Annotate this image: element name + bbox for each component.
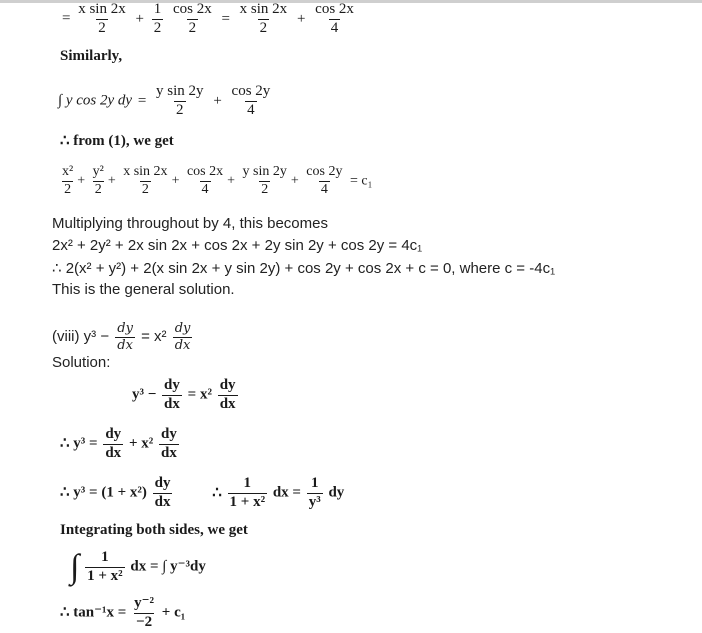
plus-sign: + — [227, 173, 236, 189]
lhs: y³ − — [132, 386, 157, 403]
fraction — [230, 84, 273, 119]
denominator: 2 — [259, 19, 268, 36]
fraction — [185, 165, 225, 197]
middle-term: + x² — [128, 435, 154, 452]
plus-sign: + — [135, 10, 144, 27]
problem-label: (viii) y³ − — [52, 328, 110, 346]
denominator: 2 — [94, 181, 102, 197]
equals-term: = x² — [141, 328, 167, 346]
denominator: 2 — [261, 181, 269, 197]
equation-line-1 — [62, 2, 358, 37]
problem-viii — [52, 322, 194, 352]
denominator: dx — [160, 444, 177, 461]
numerator: cos 2x — [186, 164, 224, 179]
solution-step-4 — [70, 550, 206, 585]
numerator: dy — [105, 426, 122, 442]
numerator: 1 — [243, 475, 252, 491]
numerator: dy — [160, 426, 177, 442]
fraction — [218, 378, 238, 413]
fraction — [238, 2, 290, 37]
fraction — [228, 476, 268, 511]
numerator: cos 2y — [306, 164, 343, 179]
denominator: −2 — [136, 613, 153, 630]
numerator: 1 — [153, 1, 162, 17]
numerator: cos 2y — [231, 83, 271, 99]
solution-step-2 — [60, 427, 181, 462]
numerator: dy — [117, 321, 133, 336]
end-term: + c₁ — [161, 604, 186, 621]
fraction — [173, 322, 193, 352]
plus-sign: + — [213, 92, 222, 109]
denominator: 4 — [320, 181, 328, 197]
fraction — [307, 476, 323, 511]
fraction — [313, 2, 356, 37]
denominator: 2 — [98, 19, 106, 36]
numerator: y² — [92, 164, 104, 179]
fraction — [91, 165, 106, 197]
plus-sign: + — [296, 10, 306, 27]
equation-sum — [58, 165, 372, 197]
fraction — [103, 427, 123, 462]
lhs: ∴ y³ = — [60, 435, 98, 452]
fraction — [159, 427, 179, 462]
fraction — [304, 165, 344, 197]
equals-sign: = — [221, 10, 230, 27]
middle-term: dx = — [272, 484, 301, 501]
simplified-equation: ∴ 2(x² + y²) + 2(x sin 2x + y sin 2y) + cos 2y + cos 2x + c = 0, where c = -4c₁ — [52, 260, 556, 277]
denominator: 2 — [64, 181, 72, 197]
denominator: 2 — [188, 19, 197, 36]
therefore-symbol: ∴ — [212, 484, 222, 501]
numerator: dy — [174, 321, 191, 336]
equation-y-integral — [58, 84, 274, 119]
denominator: 2 — [153, 19, 162, 36]
denominator: dx — [105, 444, 122, 461]
denominator: 4 — [201, 181, 209, 197]
similarly-text: Similarly, — [60, 48, 123, 64]
fraction — [60, 165, 75, 197]
denominator: 4 — [330, 19, 339, 36]
solution-label: Solution: — [52, 354, 111, 371]
fraction — [152, 2, 164, 37]
fraction — [115, 322, 135, 352]
integrating-text: Integrating both sides, we get — [60, 522, 248, 538]
denominator: dx — [117, 337, 133, 353]
end-term: dy — [328, 484, 345, 501]
numerator: 1 — [101, 549, 109, 565]
general-solution-text: This is the general solution. — [52, 281, 235, 298]
integrand: y cos 2y dy — [65, 92, 133, 109]
therefore-from-text: ∴ from (1), we get — [60, 133, 174, 149]
plus-sign: + — [171, 173, 180, 189]
denominator: 2 — [176, 101, 184, 118]
fraction — [132, 596, 156, 631]
numerator: x sin 2x — [123, 164, 168, 179]
equals-sign: = — [62, 10, 71, 27]
fraction — [153, 476, 173, 511]
fraction — [121, 165, 169, 197]
multiplying-text: Multiplying throughout by 4, this becomes — [52, 215, 328, 232]
denominator: dx — [174, 337, 191, 353]
fraction — [171, 2, 214, 37]
numerator: cos 2x — [172, 1, 212, 17]
numerator: dy — [164, 377, 180, 393]
numerator: y sin 2y — [242, 164, 287, 179]
equals-constant: = c₁ — [349, 173, 373, 189]
middle-term: = x² — [187, 386, 212, 403]
denominator: dx — [164, 395, 180, 412]
denominator: 1 + x² — [229, 493, 266, 510]
numerator: cos 2x — [315, 1, 354, 17]
plus-sign: + — [290, 173, 299, 189]
plus-sign: + — [107, 173, 116, 189]
plus-sign: + — [77, 173, 86, 189]
integral-sign: ∫ — [58, 92, 63, 109]
lhs: ∴ tan⁻¹x = — [60, 604, 127, 621]
lhs: ∴ y³ = (1 + x²) — [60, 484, 147, 501]
numerator: dy — [219, 377, 236, 393]
numerator: x sin 2x — [239, 1, 288, 17]
denominator: y³ — [308, 493, 321, 510]
fraction — [76, 2, 128, 37]
numerator: x sin 2x — [78, 1, 126, 17]
denominator: 4 — [247, 101, 255, 118]
solution-step-3 — [60, 476, 344, 511]
fraction — [85, 550, 125, 585]
denominator: dx — [219, 395, 236, 412]
expanded-equation: 2x² + 2y² + 2x sin 2x + cos 2x + 2y sin 2y + cos 2y = 4c₁ — [52, 237, 423, 254]
middle-term: dx = ∫ y⁻³dy — [130, 558, 206, 575]
fraction — [154, 84, 206, 119]
equals-sign: = — [137, 92, 147, 109]
numerator: 1 — [310, 475, 319, 491]
denominator: 2 — [141, 181, 149, 197]
numerator: y sin 2y — [156, 83, 204, 99]
integral-sign: ∫ — [70, 548, 80, 586]
solution-step-5 — [60, 596, 185, 631]
numerator: y⁻² — [134, 595, 155, 611]
fraction — [162, 378, 182, 413]
numerator: x² — [62, 164, 74, 179]
fraction — [241, 165, 289, 197]
denominator: dx — [154, 493, 171, 510]
denominator: 1 + x² — [87, 567, 123, 584]
numerator: dy — [154, 475, 171, 491]
solution-step-1 — [132, 378, 240, 413]
